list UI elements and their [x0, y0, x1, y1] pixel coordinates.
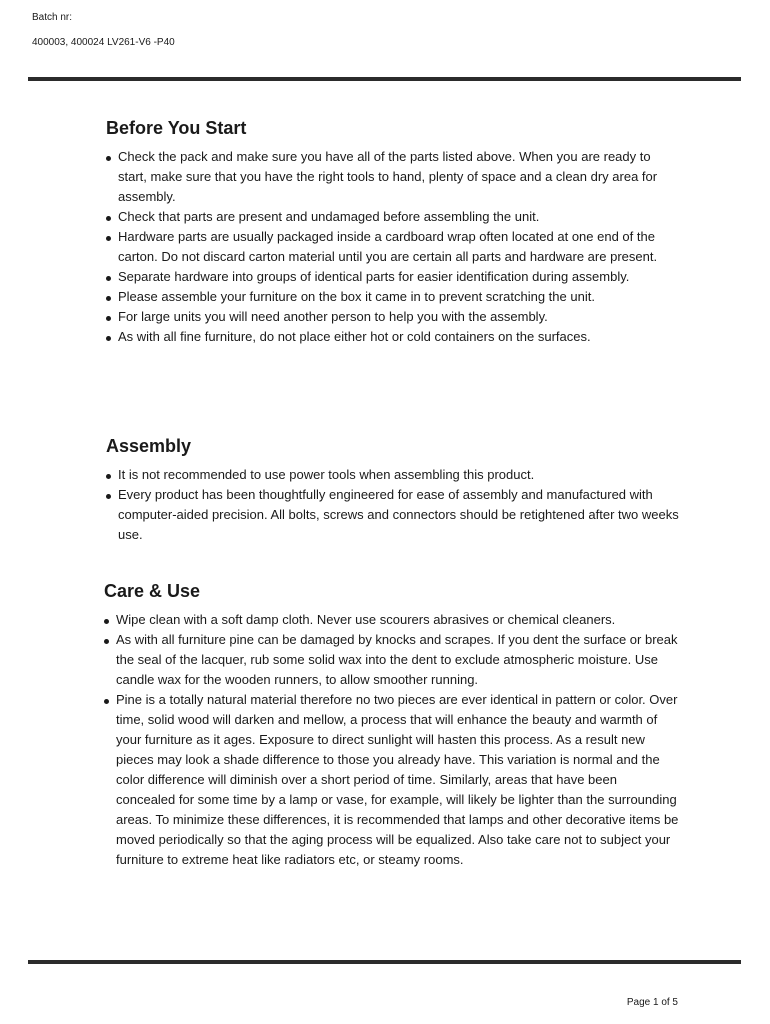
section-before-you-start [106, 117, 676, 347]
top-divider [28, 77, 741, 81]
list-item: Pine is a totally natural material therefore no two pieces are ever identical in pattern or color. Over time, solid wood will darken and mellow, a process that will enhance the beauty and warmth of your furniture as it ages. Exposure to direct sunlight will hasten this process. As a result new pieces may look a shade difference to those you already have. This variation is normal and the color difference will diminish over a short period of time. Similarly, areas that have been concealed for some time by a lamp or vase, for example, will likely be lighter than the surrounding areas. To minimize these differences, it is recommended that lamps and other decorative items be moved periodically so that the aging process will be equalized. Also take care not to subject your furniture to extreme heat like radiators etc, or steamy rooms. [104, 690, 679, 870]
list-item: Separate hardware into groups of identical parts for easier identification during assembly. [106, 267, 676, 287]
batch-label: Batch nr: [32, 12, 73, 23]
section-title: Care & Use [104, 581, 201, 601]
list-item: For large units you will need another person to help you with the assembly. [106, 307, 676, 327]
list-item: As with all fine furniture, do not place either hot or cold containers on the surfaces. [106, 327, 676, 347]
section-title: Assembly [106, 436, 192, 456]
list-item: As with all furniture pine can be damaged by knocks and scrapes. If you dent the surface or break the seal of the lacquer, rub some solid wax into the dent to exclude atmospheric moisture. Use candle wax for the wooden runners, to allow smoother running. [104, 630, 679, 690]
section-title: Before You Start [106, 118, 247, 138]
list-item: Hardware parts are usually packaged inside a cardboard wrap often located at one end of the carton. Do not discard carton material until you are certain all parts and hardware are present. [106, 227, 676, 267]
list-item: Every product has been thoughtfully engineered for ease of assembly and manufactured with computer-aided precision. All bolts, screws and connectors should be retightened after two weeks use. [106, 485, 681, 545]
bullet-list [104, 610, 679, 870]
list-item: It is not recommended to use power tools when assembling this product. [106, 465, 681, 485]
page-header [32, 11, 175, 50]
list-item: Check the pack and make sure you have all of the parts listed above. When you are ready to start, make sure that you have the right tools to hand, plenty of space and a clean dry area for assembly. [106, 147, 676, 207]
list-item: Wipe clean with a soft damp cloth. Never use scourers abrasives or chemical cleaners. [104, 610, 679, 630]
bottom-divider [28, 960, 741, 964]
bullet-list [106, 147, 676, 347]
page-number: Page 1 of 5 [626, 997, 678, 1008]
section-care-and-use [104, 580, 679, 870]
list-item: Check that parts are present and undamaged before assembling the unit. [106, 207, 676, 227]
bullet-list [106, 465, 681, 545]
batch-numbers: 400003, 400024 LV261-V6 -P40 [32, 37, 175, 48]
section-assembly [106, 435, 681, 545]
list-item: Please assemble your furniture on the box it came in to prevent scratching the unit. [106, 287, 676, 307]
